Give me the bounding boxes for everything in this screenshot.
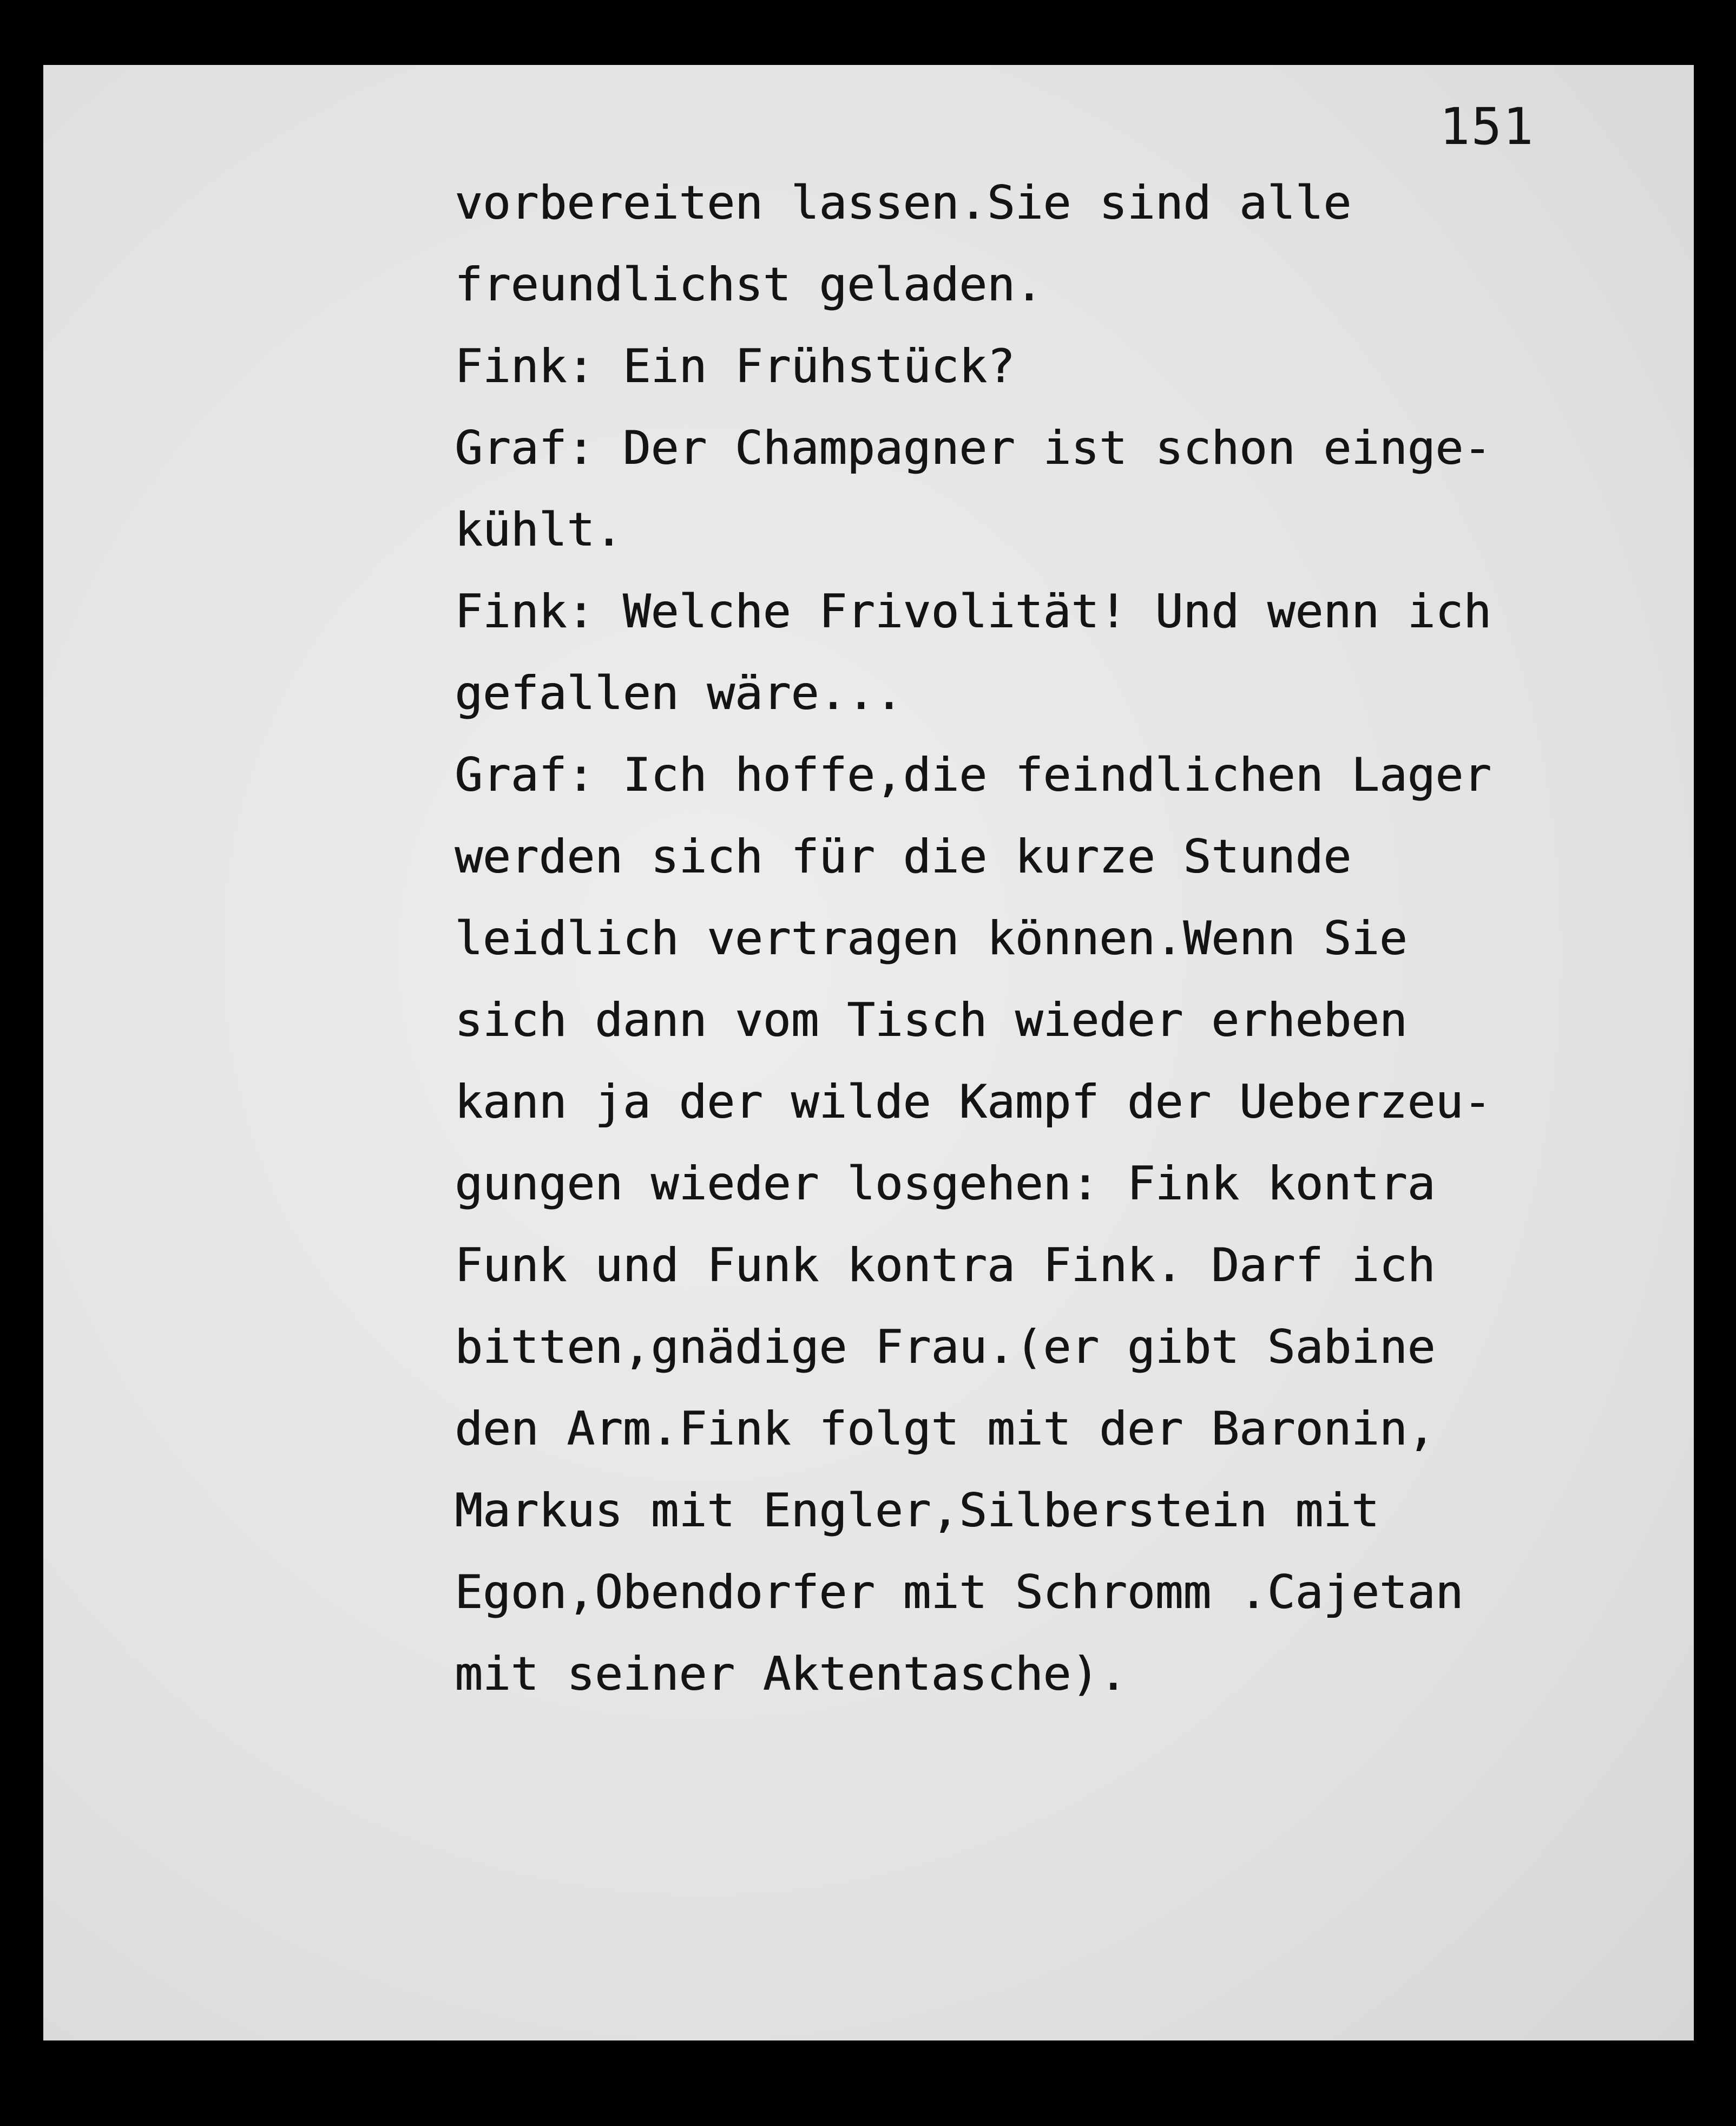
text-line: Egon,Obendorfer mit Schromm .Cajetan [455,1565,1463,1619]
text-line: vorbereiten lassen.Sie sind alle [455,176,1351,230]
text-line: mit seiner Aktentasche). [455,1647,1127,1701]
text-line: kühlt. [455,503,623,557]
text-line: Graf: Ich hoffe,die feindlichen Lager [455,748,1491,802]
text-line: Fink: Ein Frühstück? [455,339,1015,393]
text-line: den Arm.Fink folgt mit der Baronin, [455,1402,1436,1456]
text-line: kann ja der wilde Kampf der Ueberzeu- [455,1075,1491,1129]
text-line: Graf: Der Champagner ist schon einge- [455,421,1491,475]
text-line: Fink: Welche Frivolität! Und wenn ich [455,585,1491,639]
text-line: leidlich vertragen können.Wenn Sie [455,911,1408,966]
text-line: gungen wieder losgehen: Fink kontra [455,1157,1436,1211]
text-line: gefallen wäre... [455,666,903,720]
text-line: werden sich für die kurze Stunde [455,830,1351,884]
typescript-text [455,162,1537,1715]
text-line: Funk und Funk kontra Fink. Darf ich [455,1238,1436,1292]
text-line: bitten,gnädige Frau.(er gibt Sabine [455,1320,1436,1374]
page-number: 151 [1439,97,1535,156]
text-line: freundlichst geladen. [455,258,1043,312]
text-line: sich dann vom Tisch wieder erheben [455,993,1408,1047]
text-line: Markus mit Engler,Silberstein mit [455,1484,1379,1538]
